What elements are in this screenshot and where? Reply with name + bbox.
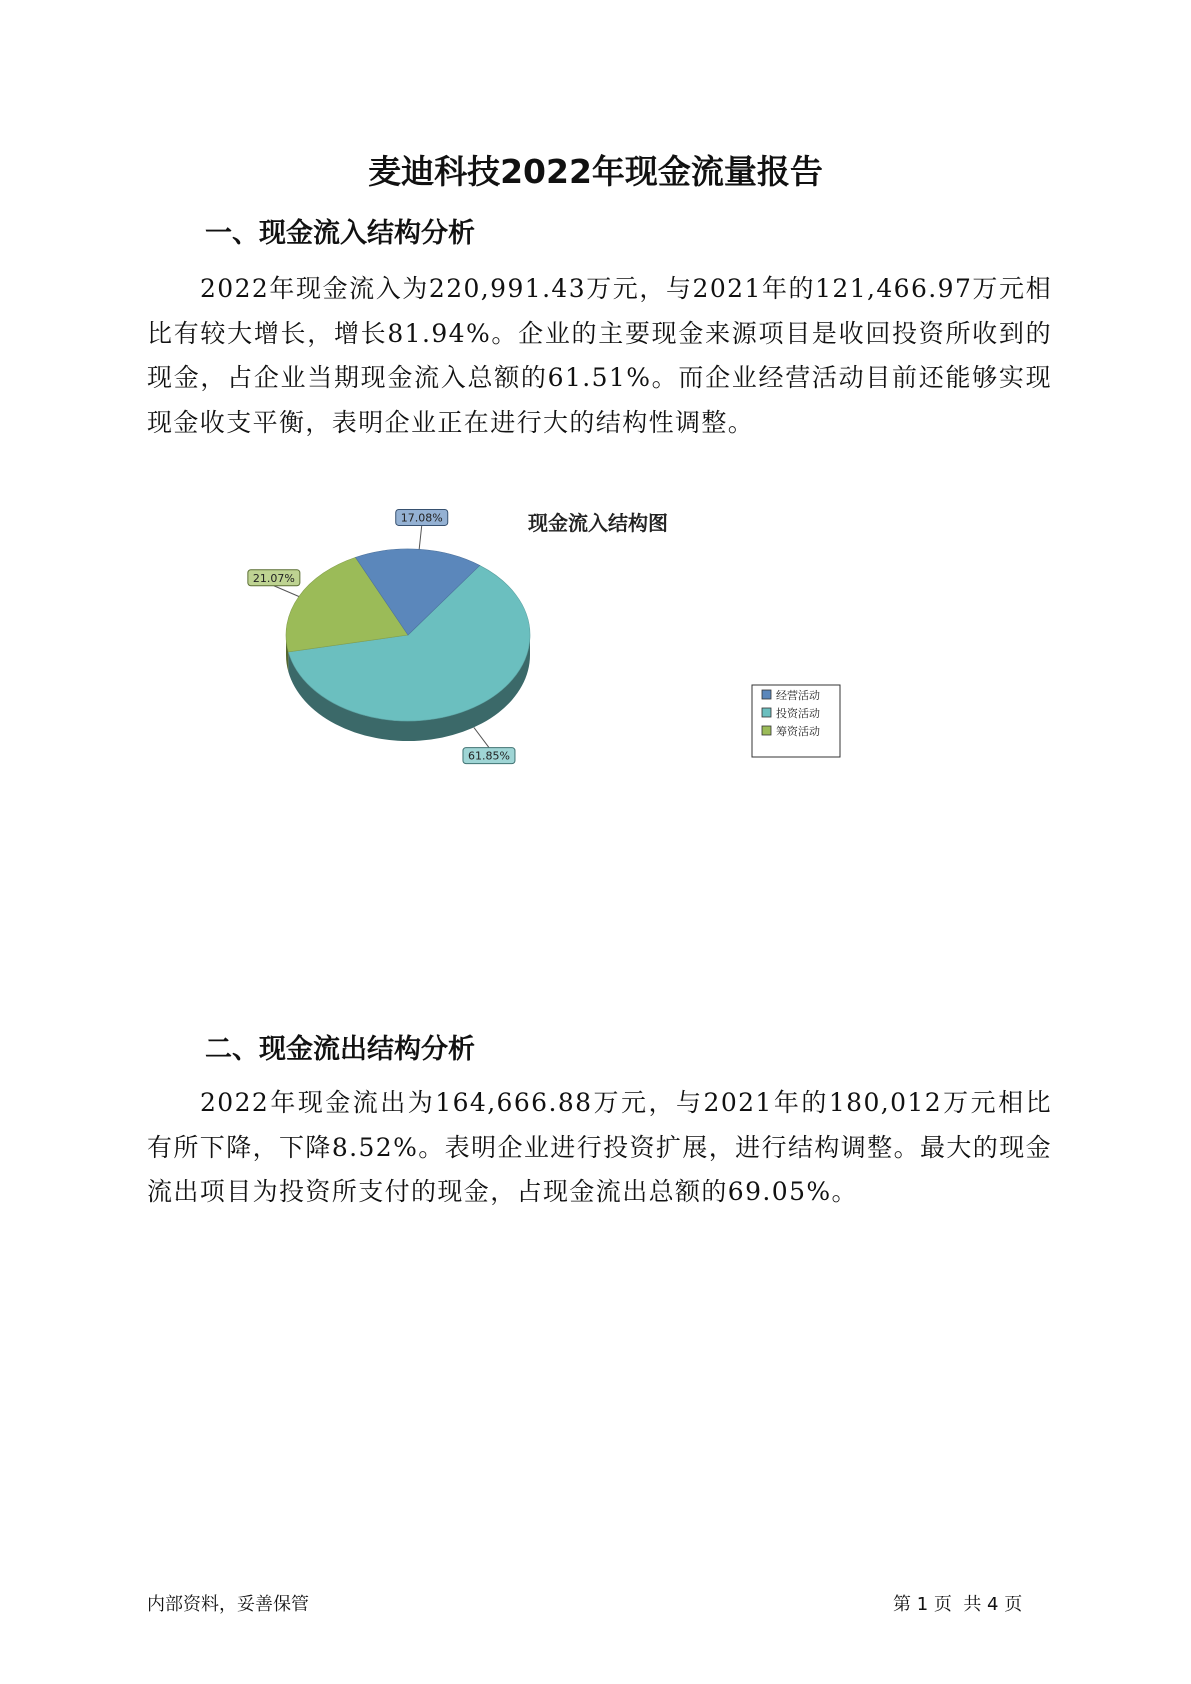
- pie-label-2: 21.07%: [252, 571, 295, 585]
- legend-label-1: 投资活动: [776, 707, 820, 720]
- chart-title: 现金流入结构图: [528, 511, 668, 535]
- section2-paragraph: 2022年现金流出为164,666.88万元，与2021年的180,012万元相比有所下降，下降8.52%。表明企业进行投资扩展，进行结构调整。最大的现金流出项目为投资所支付的现金，占现金流出总额的69.05%。: [147, 1088, 1052, 1206]
- legend-swatch-2: [762, 726, 771, 735]
- footer-left: 内部资料，妥善保管: [147, 1594, 309, 1615]
- cash-inflow-pie-chart: [252, 500, 880, 830]
- section1-paragraph: 2022年现金流入为220,991.43万元，与2021年的121,466.97万元相比有较大增长，增长81.94%。企业的主要现金来源项目是收回投资所收到的现金，占企业当期现金流入总额的61.51%。而企业经营活动目前还能够实现现金收支平衡，表明企业正在进行大的结构性调整。: [147, 274, 1052, 437]
- chart-legend: [752, 685, 840, 757]
- legend-swatch-1: [762, 708, 771, 717]
- pie-leader-2: [274, 586, 299, 597]
- section2-heading: 二、现金流出结构分析: [205, 1034, 475, 1065]
- legend-swatch-0: [762, 690, 771, 699]
- pie-leader-0: [419, 525, 422, 549]
- section1-heading: 一、现金流入结构分析: [205, 218, 475, 249]
- pie-label-1: 61.85%: [467, 749, 510, 763]
- pie-slices: [286, 549, 530, 721]
- report-title: 麦迪科技2022年现金流量报告: [368, 152, 823, 191]
- footer-page-number: 第 1 页 共 4 页: [893, 1594, 1023, 1615]
- pie-leader-1: [474, 727, 489, 747]
- legend-label-0: 经营活动: [776, 689, 820, 702]
- pie-label-0: 17.08%: [400, 511, 443, 525]
- legend-label-2: 筹资活动: [776, 725, 820, 738]
